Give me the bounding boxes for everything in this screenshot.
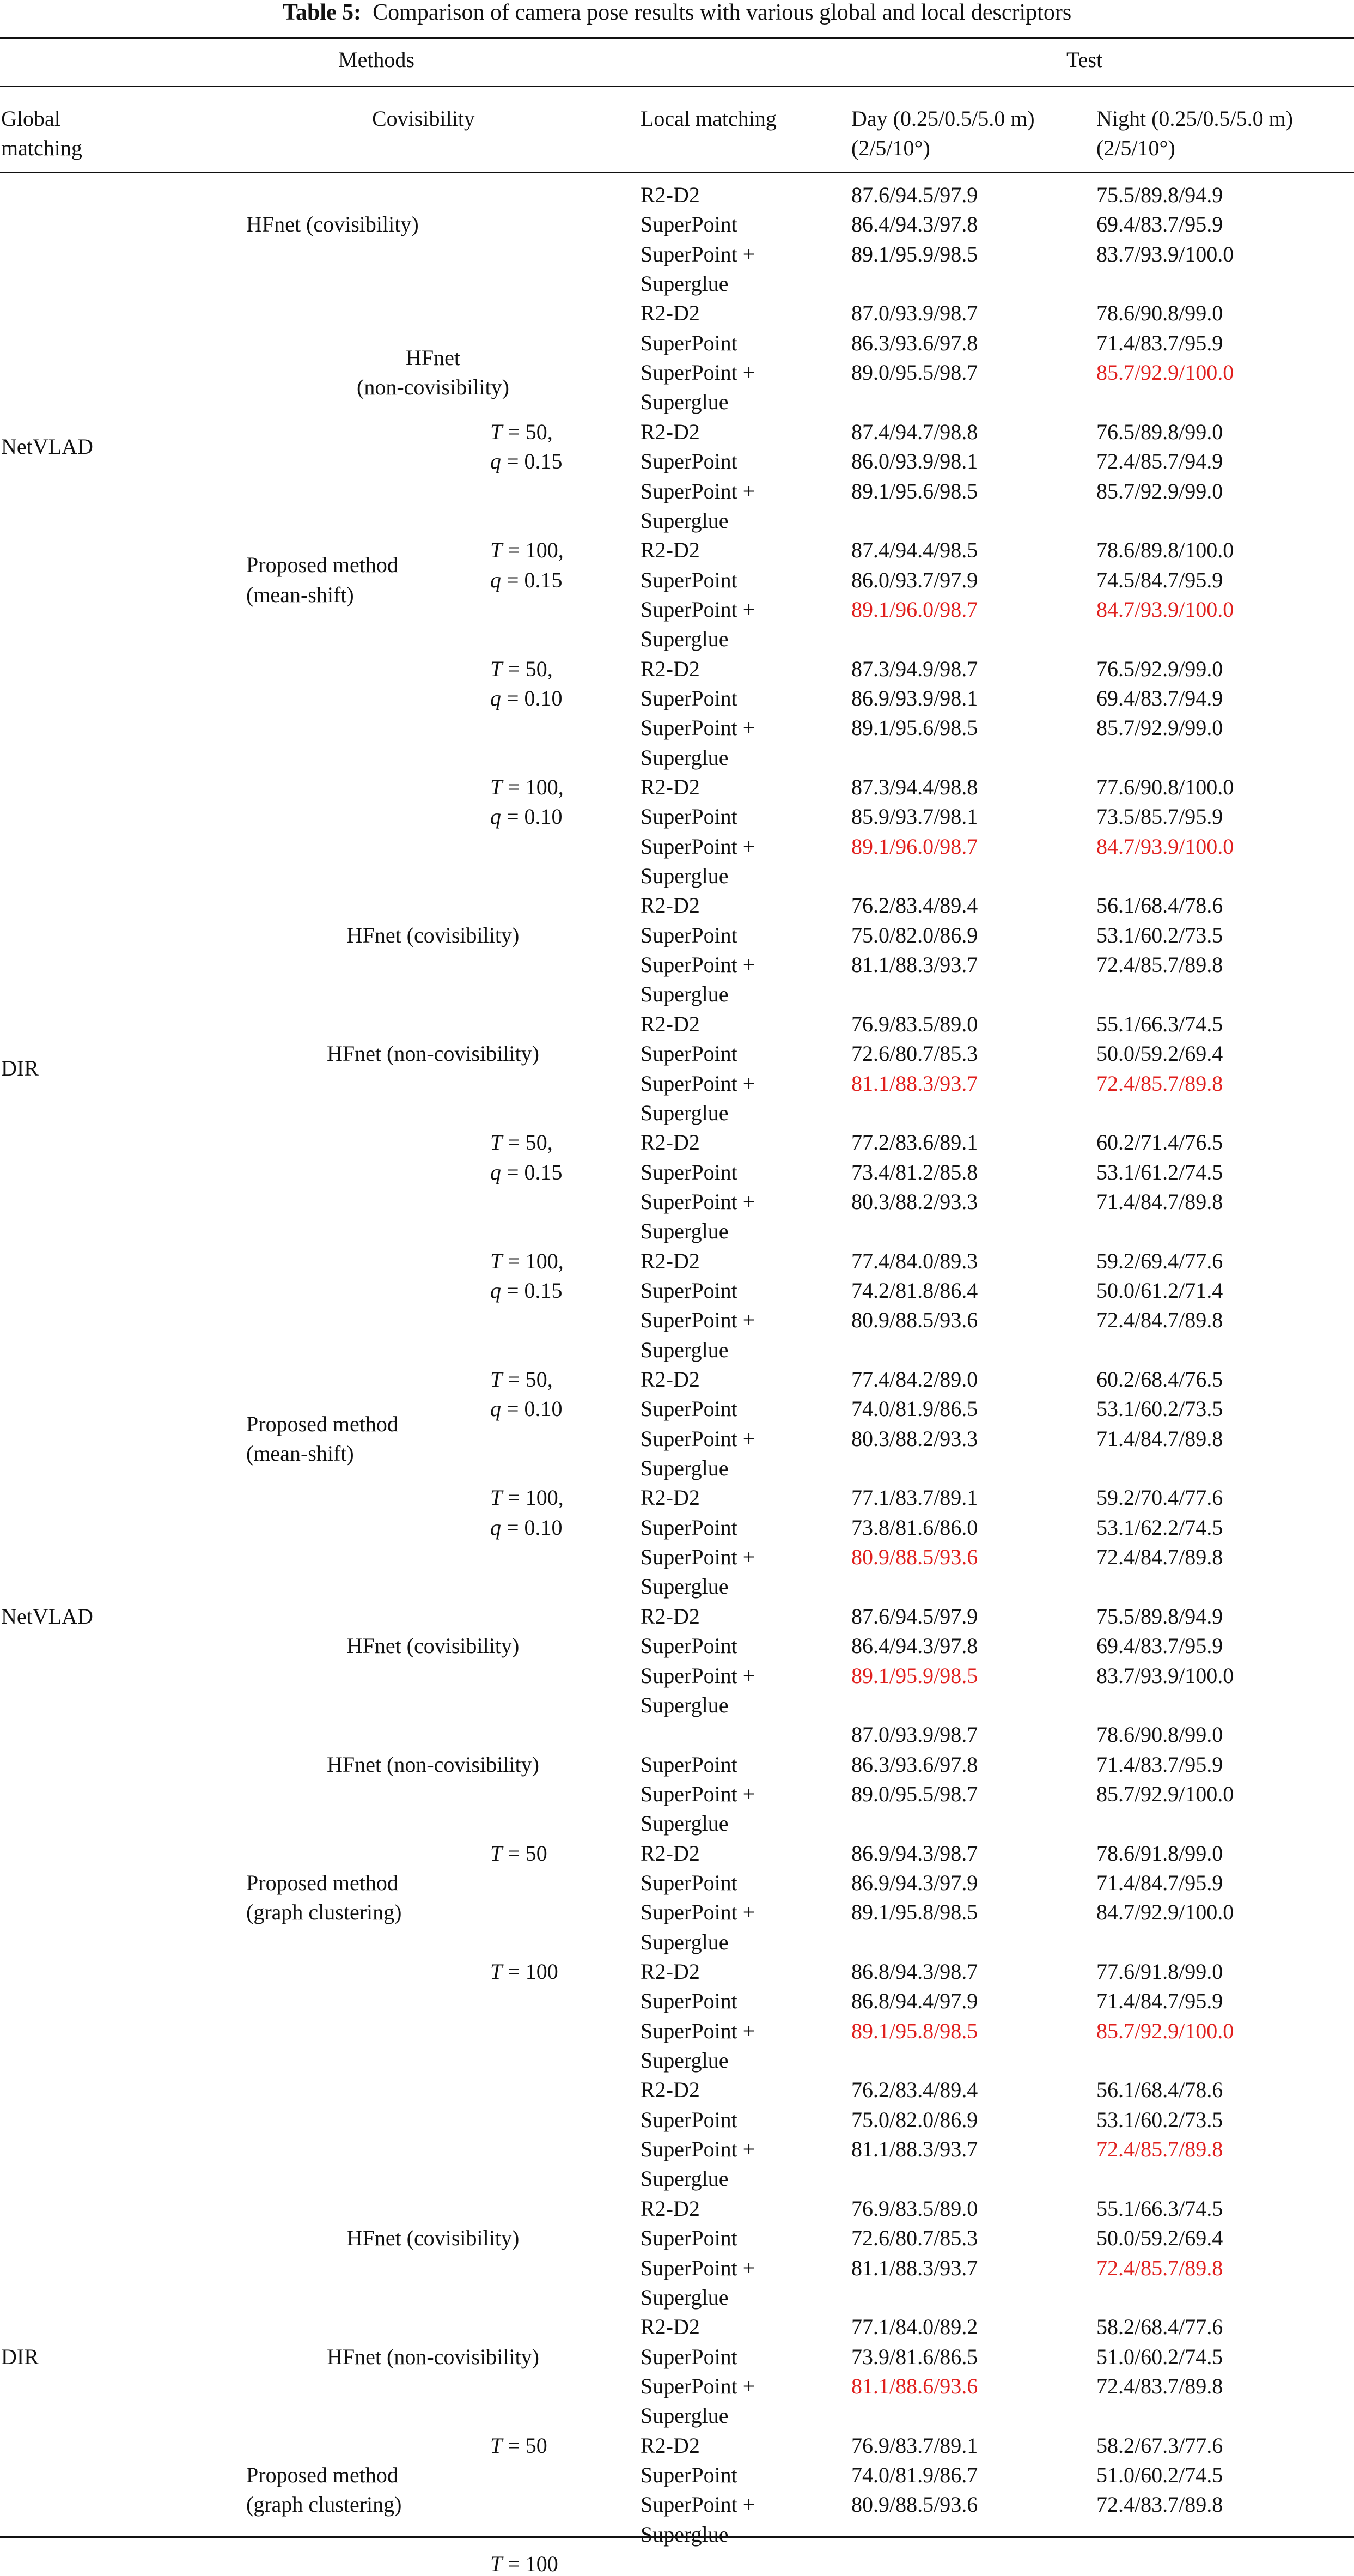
- night-value-cell: 84.7/93.9/100.0: [1096, 834, 1234, 859]
- local-matching-cell: Superglue: [641, 1574, 729, 1599]
- local-matching-cell: Superglue: [641, 2403, 729, 2428]
- day-value-cell: 89.0/95.5/98.7: [851, 360, 978, 385]
- top-rule: [0, 37, 1354, 39]
- night-value-cell: 50.0/61.2/71.4: [1096, 1278, 1223, 1303]
- local-matching-cell: SuperPoint +: [641, 1545, 755, 1569]
- day-value-cell: 86.0/93.7/97.9: [851, 568, 978, 592]
- night-value-cell: 72.4/83.7/89.8: [1096, 2492, 1223, 2517]
- night-value-cell: 85.7/92.9/100.0: [1096, 2019, 1234, 2043]
- local-matching-cell: Superglue: [641, 2522, 729, 2547]
- night-value-cell: 76.5/92.9/99.0: [1096, 657, 1223, 681]
- local-matching-cell: Superglue: [641, 745, 729, 770]
- covisibility-label: HFnet (covisibility): [346, 1633, 520, 1658]
- local-matching-cell: SuperPoint: [641, 923, 737, 947]
- day-value-cell: 72.6/80.7/85.3: [851, 1041, 978, 1066]
- night-value-cell: 77.6/91.8/99.0: [1096, 1959, 1223, 1984]
- local-matching-cell: R2-D2: [641, 1604, 700, 1629]
- night-value-cell: 60.2/68.4/76.5: [1096, 1367, 1223, 1392]
- night-value-cell: 50.0/59.2/69.4: [1096, 1041, 1223, 1066]
- local-matching-cell: Superglue: [641, 1930, 729, 1954]
- day-value-cell: 81.1/88.3/93.7: [851, 2256, 978, 2280]
- local-matching-cell: R2-D2: [641, 420, 700, 444]
- local-matching-cell: Superglue: [641, 1101, 729, 1125]
- param-q: q = 0.15: [490, 449, 563, 473]
- day-value-cell: 72.6/80.7/85.3: [851, 2226, 978, 2250]
- night-value-cell: 85.7/92.9/100.0: [1096, 1782, 1234, 1806]
- local-matching-cell: SuperPoint +: [641, 1426, 755, 1451]
- local-matching-cell: SuperPoint +: [641, 715, 755, 740]
- night-value-cell: 75.5/89.8/94.9: [1096, 183, 1223, 207]
- day-value-cell: 86.3/93.6/97.8: [851, 331, 978, 355]
- local-matching-cell: SuperPoint: [641, 331, 737, 355]
- local-matching-cell: Superglue: [641, 1338, 729, 1362]
- param-t: T = 50,: [490, 1367, 553, 1392]
- day-value-cell: 86.9/94.3/97.9: [851, 1870, 978, 1895]
- local-matching-cell: Superglue: [641, 508, 729, 533]
- covisibility-label: HFnet: [406, 345, 460, 370]
- night-value-cell: 71.4/83.7/95.9: [1096, 331, 1223, 355]
- day-value-cell: 89.1/95.9/98.5: [851, 242, 978, 266]
- night-value-cell: 60.2/71.4/76.5: [1096, 1130, 1223, 1155]
- global-matching-label: NetVLAD: [1, 434, 93, 459]
- covisibility-label: Proposed method: [246, 1412, 398, 1436]
- day-value-cell: 89.1/95.8/98.5: [851, 2019, 978, 2043]
- table-caption: [0, 1, 1354, 24]
- param-q: q = 0.10: [490, 1396, 563, 1421]
- header-day-line2: (2/5/10°): [851, 136, 930, 160]
- covisibility-label: HFnet (covisibility): [346, 2226, 520, 2250]
- covisibility-label: Proposed method: [246, 2463, 398, 2487]
- local-matching-cell: R2-D2: [641, 657, 700, 681]
- local-matching-cell: Superglue: [641, 1456, 729, 1480]
- header-global-line1: Global: [1, 106, 60, 131]
- day-value-cell: 89.1/95.6/98.5: [851, 715, 978, 740]
- day-value-cell: 77.4/84.2/89.0: [851, 1367, 978, 1392]
- local-matching-cell: SuperPoint: [641, 1041, 737, 1066]
- local-matching-cell: SuperPoint: [641, 1160, 737, 1184]
- night-value-cell: 85.7/92.9/100.0: [1096, 360, 1234, 385]
- day-value-cell: 87.4/94.7/98.8: [851, 420, 978, 444]
- day-value-cell: 86.8/94.4/97.9: [851, 1989, 978, 2013]
- local-matching-cell: R2-D2: [641, 301, 700, 325]
- day-value-cell: 89.0/95.5/98.7: [851, 1782, 978, 1806]
- local-matching-cell: SuperPoint: [641, 2107, 737, 2132]
- night-value-cell: 58.2/67.3/77.6: [1096, 2433, 1223, 2458]
- night-value-cell: 69.4/83.7/94.9: [1096, 686, 1223, 710]
- local-matching-cell: SuperPoint: [641, 1515, 737, 1540]
- night-value-cell: 78.6/91.8/99.0: [1096, 1841, 1223, 1866]
- local-matching-cell: SuperPoint +: [641, 2492, 755, 2517]
- local-matching-cell: SuperPoint +: [641, 1308, 755, 1332]
- local-matching-cell: SuperPoint +: [641, 2137, 755, 2161]
- day-value-cell: 86.9/93.9/98.1: [851, 686, 978, 710]
- local-matching-cell: SuperPoint: [641, 1870, 737, 1895]
- local-matching-cell: Superglue: [641, 2285, 729, 2310]
- day-value-cell: 86.9/94.3/98.7: [851, 1841, 978, 1866]
- night-value-cell: 58.2/68.4/77.6: [1096, 2314, 1223, 2339]
- local-matching-cell: R2-D2: [641, 2433, 700, 2458]
- day-value-cell: 75.0/82.0/86.9: [851, 923, 978, 947]
- night-value-cell: 83.7/93.9/100.0: [1096, 242, 1234, 266]
- param-t: T = 50: [490, 1841, 547, 1866]
- night-value-cell: 76.5/89.8/99.0: [1096, 420, 1223, 444]
- day-value-cell: 73.9/81.6/86.5: [851, 2344, 978, 2369]
- local-matching-cell: SuperPoint: [641, 1752, 737, 1777]
- local-matching-cell: SuperPoint +: [641, 1782, 755, 1806]
- day-value-cell: 74.0/81.9/86.7: [851, 2463, 978, 2487]
- param-q: q = 0.15: [490, 1160, 563, 1184]
- table-label: Table 5:: [282, 0, 362, 25]
- night-value-cell: 77.6/90.8/100.0: [1096, 775, 1234, 799]
- day-value-cell: 86.4/94.3/97.8: [851, 1633, 978, 1658]
- night-value-cell: 72.4/84.7/89.8: [1096, 1308, 1223, 1332]
- local-matching-cell: SuperPoint +: [641, 1663, 755, 1688]
- day-value-cell: 85.9/93.7/98.1: [851, 804, 978, 829]
- night-value-cell: 71.4/83.7/95.9: [1096, 1752, 1223, 1777]
- covisibility-label: (graph clustering): [246, 1900, 402, 1924]
- local-matching-cell: SuperPoint: [641, 1278, 737, 1303]
- local-matching-cell: SuperPoint +: [641, 1071, 755, 1096]
- day-value-cell: 76.9/83.5/89.0: [851, 2196, 978, 2221]
- header-methods: Methods: [338, 47, 414, 72]
- local-matching-cell: SuperPoint +: [641, 479, 755, 503]
- local-matching-cell: SuperPoint: [641, 1633, 737, 1658]
- day-value-cell: 87.0/93.9/98.7: [851, 1722, 978, 1747]
- day-value-cell: 87.6/94.5/97.9: [851, 1604, 978, 1629]
- local-matching-cell: SuperPoint: [641, 804, 737, 829]
- day-value-cell: 74.2/81.8/86.4: [851, 1278, 978, 1303]
- night-value-cell: 84.7/93.9/100.0: [1096, 597, 1234, 622]
- local-matching-cell: SuperPoint +: [641, 360, 755, 385]
- param-q: q = 0.10: [490, 686, 563, 710]
- local-matching-cell: SuperPoint: [641, 2226, 737, 2250]
- night-value-cell: 53.1/62.2/74.5: [1096, 1515, 1223, 1540]
- night-value-cell: 69.4/83.7/95.9: [1096, 1633, 1223, 1658]
- header-night-line1: Night (0.25/0.5/5.0 m): [1096, 106, 1294, 131]
- night-value-cell: 53.1/61.2/74.5: [1096, 1160, 1223, 1184]
- local-matching-cell: SuperPoint +: [641, 834, 755, 859]
- param-t: T = 50: [490, 2433, 547, 2458]
- local-matching-cell: SuperPoint: [641, 2344, 737, 2369]
- night-value-cell: 72.4/85.7/94.9: [1096, 449, 1223, 473]
- day-value-cell: 89.1/96.0/98.7: [851, 834, 978, 859]
- local-matching-cell: Superglue: [641, 864, 729, 888]
- night-value-cell: 55.1/66.3/74.5: [1096, 2196, 1223, 2221]
- night-value-cell: 72.4/85.7/89.8: [1096, 2256, 1223, 2280]
- local-matching-cell: SuperPoint: [641, 1396, 737, 1421]
- header-test: Test: [1066, 47, 1103, 72]
- day-value-cell: 73.8/81.6/86.0: [851, 1515, 978, 1540]
- local-matching-cell: R2-D2: [641, 1249, 700, 1273]
- night-value-cell: 72.4/84.7/89.8: [1096, 1545, 1223, 1569]
- night-value-cell: 78.6/89.8/100.0: [1096, 538, 1234, 562]
- local-matching-cell: SuperPoint: [641, 1989, 737, 2013]
- day-value-cell: 73.4/81.2/85.8: [851, 1160, 978, 1184]
- local-matching-cell: R2-D2: [641, 2077, 700, 2102]
- day-value-cell: 87.3/94.4/98.8: [851, 775, 978, 799]
- header-global-line2: matching: [1, 136, 82, 160]
- local-matching-cell: R2-D2: [641, 1959, 700, 1984]
- day-value-cell: 81.1/88.3/93.7: [851, 2137, 978, 2161]
- local-matching-cell: SuperPoint: [641, 686, 737, 710]
- night-value-cell: 71.4/84.7/89.8: [1096, 1189, 1223, 1214]
- local-matching-cell: R2-D2: [641, 893, 700, 918]
- night-value-cell: 53.1/60.2/73.5: [1096, 1396, 1223, 1421]
- local-matching-cell: SuperPoint +: [641, 2256, 755, 2280]
- param-t: T = 50,: [490, 657, 553, 681]
- day-value-cell: 76.9/83.5/89.0: [851, 1012, 978, 1036]
- covisibility-label: HFnet (non-covisibility): [327, 1041, 539, 1066]
- local-matching-cell: Superglue: [641, 2166, 729, 2191]
- local-matching-cell: R2-D2: [641, 1012, 700, 1036]
- day-value-cell: 76.9/83.7/89.1: [851, 2433, 978, 2458]
- local-matching-cell: SuperPoint +: [641, 2019, 755, 2043]
- local-matching-cell: SuperPoint: [641, 2463, 737, 2487]
- covisibility-label: HFnet (non-covisibility): [327, 2344, 539, 2369]
- local-matching-cell: SuperPoint +: [641, 952, 755, 977]
- night-value-cell: 56.1/68.4/78.6: [1096, 2077, 1223, 2102]
- param-q: q = 0.10: [490, 804, 563, 829]
- day-value-cell: 87.3/94.9/98.7: [851, 657, 978, 681]
- day-value-cell: 77.4/84.0/89.3: [851, 1249, 978, 1273]
- global-matching-label: DIR: [1, 1056, 39, 1080]
- night-value-cell: 53.1/60.2/73.5: [1096, 923, 1223, 947]
- covisibility-label: Proposed method: [246, 1870, 398, 1895]
- local-matching-cell: SuperPoint: [641, 212, 737, 236]
- day-value-cell: 87.4/94.4/98.5: [851, 538, 978, 562]
- day-value-cell: 86.0/93.9/98.1: [851, 449, 978, 473]
- mid-rule: [0, 86, 1354, 87]
- night-value-cell: 75.5/89.8/94.9: [1096, 1604, 1223, 1629]
- night-value-cell: 51.0/60.2/74.5: [1096, 2463, 1223, 2487]
- local-matching-cell: R2-D2: [641, 2196, 700, 2221]
- local-matching-cell: R2-D2: [641, 1841, 700, 1866]
- day-value-cell: 89.1/96.0/98.7: [851, 597, 978, 622]
- day-value-cell: 76.2/83.4/89.4: [851, 2077, 978, 2102]
- local-matching-cell: R2-D2: [641, 1367, 700, 1392]
- local-matching-cell: R2-D2: [641, 2314, 700, 2339]
- night-value-cell: 55.1/66.3/74.5: [1096, 1012, 1223, 1036]
- local-matching-cell: Superglue: [641, 982, 729, 1006]
- local-matching-cell: SuperPoint +: [641, 1189, 755, 1214]
- night-value-cell: 56.1/68.4/78.6: [1096, 893, 1223, 918]
- day-value-cell: 80.3/88.2/93.3: [851, 1426, 978, 1451]
- night-value-cell: 72.4/83.7/89.8: [1096, 2374, 1223, 2398]
- night-value-cell: 72.4/85.7/89.8: [1096, 952, 1223, 977]
- day-value-cell: 81.1/88.6/93.6: [851, 2374, 978, 2398]
- local-matching-cell: Superglue: [641, 271, 729, 296]
- header-night-line2: (2/5/10°): [1096, 136, 1175, 160]
- covisibility-label: HFnet (covisibility): [246, 212, 419, 236]
- day-value-cell: 89.1/95.9/98.5: [851, 1663, 978, 1688]
- night-value-cell: 71.4/84.7/95.9: [1096, 1989, 1223, 2013]
- covisibility-label: (mean-shift): [246, 1441, 354, 1466]
- local-matching-cell: R2-D2: [641, 775, 700, 799]
- local-matching-cell: SuperPoint: [641, 449, 737, 473]
- day-value-cell: 81.1/88.3/93.7: [851, 952, 978, 977]
- night-value-cell: 84.7/92.9/100.0: [1096, 1900, 1234, 1924]
- local-matching-cell: R2-D2: [641, 183, 700, 207]
- day-value-cell: 87.6/94.5/97.9: [851, 183, 978, 207]
- night-value-cell: 85.7/92.9/99.0: [1096, 479, 1223, 503]
- covisibility-label: Proposed method: [246, 552, 398, 577]
- day-value-cell: 76.2/83.4/89.4: [851, 893, 978, 918]
- day-value-cell: 86.8/94.3/98.7: [851, 1959, 978, 1984]
- day-value-cell: 86.3/93.6/97.8: [851, 1752, 978, 1777]
- local-matching-cell: R2-D2: [641, 538, 700, 562]
- day-value-cell: 75.0/82.0/86.9: [851, 2107, 978, 2132]
- local-matching-cell: R2-D2: [641, 1130, 700, 1155]
- night-value-cell: 53.1/60.2/73.5: [1096, 2107, 1223, 2132]
- local-matching-cell: Superglue: [641, 1811, 729, 1836]
- covisibility-label: HFnet (non-covisibility): [327, 1752, 539, 1777]
- day-value-cell: 77.2/83.6/89.1: [851, 1130, 978, 1155]
- night-value-cell: 71.4/84.7/95.9: [1096, 1870, 1223, 1895]
- night-value-cell: 59.2/70.4/77.6: [1096, 1485, 1223, 1510]
- local-matching-cell: SuperPoint +: [641, 597, 755, 622]
- night-value-cell: 71.4/84.7/89.8: [1096, 1426, 1223, 1451]
- local-matching-cell: SuperPoint +: [641, 2374, 755, 2398]
- param-q: q = 0.15: [490, 1278, 563, 1303]
- header-rule: [0, 172, 1354, 173]
- night-value-cell: 73.5/85.7/95.9: [1096, 804, 1223, 829]
- param-t: T = 100,: [490, 1485, 564, 1510]
- local-matching-cell: SuperPoint +: [641, 242, 755, 266]
- day-value-cell: 81.1/88.3/93.7: [851, 1071, 978, 1096]
- day-value-cell: 74.0/81.9/86.5: [851, 1396, 978, 1421]
- night-value-cell: 51.0/60.2/74.5: [1096, 2344, 1223, 2369]
- day-value-cell: 80.9/88.5/93.6: [851, 1308, 978, 1332]
- day-value-cell: 86.4/94.3/97.8: [851, 212, 978, 236]
- day-value-cell: 89.1/95.8/98.5: [851, 1900, 978, 1924]
- covisibility-label: (mean-shift): [246, 582, 354, 607]
- param-q: q = 0.15: [490, 568, 563, 592]
- day-value-cell: 89.1/95.6/98.5: [851, 479, 978, 503]
- covisibility-label: (graph clustering): [246, 2492, 402, 2517]
- night-value-cell: 72.4/85.7/89.8: [1096, 1071, 1223, 1096]
- day-value-cell: 80.9/88.5/93.6: [851, 2492, 978, 2517]
- param-t: T = 50,: [490, 1130, 553, 1155]
- local-matching-cell: Superglue: [641, 1693, 729, 1717]
- day-value-cell: 77.1/83.7/89.1: [851, 1485, 978, 1510]
- param-t: T = 100,: [490, 538, 564, 562]
- header-day-line1: Day (0.25/0.5/5.0 m): [851, 106, 1035, 131]
- local-matching-cell: R2-D2: [641, 1485, 700, 1510]
- day-value-cell: 80.9/88.5/93.6: [851, 1545, 978, 1569]
- covisibility-label: (non-covisibility): [357, 375, 509, 399]
- local-matching-cell: SuperPoint +: [641, 1900, 755, 1924]
- header-local-matching: Local matching: [641, 106, 777, 131]
- night-value-cell: 74.5/84.7/95.9: [1096, 568, 1223, 592]
- local-matching-cell: Superglue: [641, 390, 729, 414]
- local-matching-cell: SuperPoint: [641, 568, 737, 592]
- local-matching-cell: Superglue: [641, 2048, 729, 2073]
- local-matching-cell: Superglue: [641, 627, 729, 651]
- local-matching-cell: Superglue: [641, 1219, 729, 1243]
- night-value-cell: 83.7/93.9/100.0: [1096, 1663, 1234, 1688]
- night-value-cell: 78.6/90.8/99.0: [1096, 301, 1223, 325]
- covisibility-label: HFnet (covisibility): [346, 923, 520, 947]
- param-t: T = 50,: [490, 420, 553, 444]
- header-covisibility: Covisibility: [372, 106, 475, 131]
- day-value-cell: 80.3/88.2/93.3: [851, 1189, 978, 1214]
- param-t: T = 100: [490, 2551, 558, 2576]
- global-matching-label: DIR: [1, 2344, 39, 2369]
- night-value-cell: 50.0/59.2/69.4: [1096, 2226, 1223, 2250]
- param-q: q = 0.10: [490, 1515, 563, 1540]
- night-value-cell: 59.2/69.4/77.6: [1096, 1249, 1223, 1273]
- table-caption-text: Comparison of camera pose results with various global and local descriptors: [373, 0, 1072, 25]
- param-t: T = 100,: [490, 775, 564, 799]
- param-t: T = 100: [490, 1959, 558, 1984]
- night-value-cell: 69.4/83.7/95.9: [1096, 212, 1223, 236]
- day-value-cell: 77.1/84.0/89.2: [851, 2314, 978, 2339]
- global-matching-label: NetVLAD: [1, 1604, 93, 1629]
- param-t: T = 100,: [490, 1249, 564, 1273]
- day-value-cell: 87.0/93.9/98.7: [851, 301, 978, 325]
- night-value-cell: 72.4/85.7/89.8: [1096, 2137, 1223, 2161]
- night-value-cell: 85.7/92.9/99.0: [1096, 715, 1223, 740]
- night-value-cell: 78.6/90.8/99.0: [1096, 1722, 1223, 1747]
